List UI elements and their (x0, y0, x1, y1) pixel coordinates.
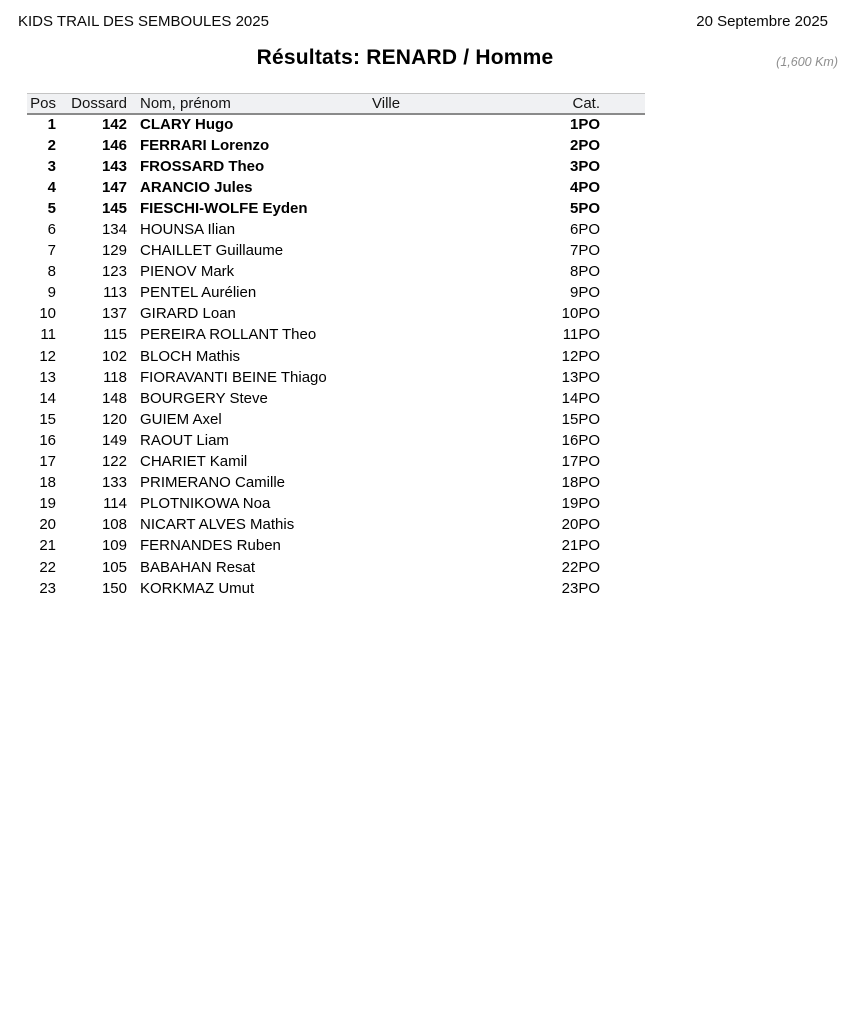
spacer-cell (600, 324, 645, 345)
table-row (27, 240, 645, 261)
dossard-cell: 134 (101, 221, 127, 239)
name-cell: FROSSARD Theo (140, 157, 265, 175)
dossard-cell: 123 (101, 263, 127, 281)
column-header-dossard: Dossard (56, 94, 127, 114)
table-row (27, 451, 645, 472)
table-row (27, 388, 645, 409)
cat-cell: 18PO (561, 474, 600, 492)
spacer-cell (600, 556, 645, 577)
ville-cell (371, 578, 521, 599)
ville-cell (371, 409, 521, 430)
document-header (18, 13, 828, 31)
dossard-cell: 120 (101, 410, 127, 428)
cat-cell: 15PO (561, 410, 600, 428)
name-cell: PENTEL Aurélien (140, 284, 257, 302)
cat-cell: 13PO (561, 368, 600, 386)
name-cell: KORKMAZ Umut (140, 579, 255, 597)
name-cell: BOURGERY Steve (140, 389, 268, 407)
pos-cell: 18 (39, 474, 56, 492)
spacer-cell (600, 472, 645, 493)
ville-cell (371, 282, 521, 303)
results-table (27, 93, 645, 599)
ville-cell (371, 261, 521, 282)
cat-cell: 8PO (569, 263, 600, 281)
table-row (27, 472, 645, 493)
name-cell: PEREIRA ROLLANT Theo (140, 326, 317, 344)
name-cell: GIRARD Loan (140, 305, 236, 323)
pos-cell: 6 (47, 221, 56, 239)
ville-cell (371, 240, 521, 261)
dossard-cell: 113 (103, 284, 127, 302)
ville-cell (371, 430, 521, 451)
dossard-cell: 149 (101, 431, 127, 449)
spacer-cell (600, 535, 645, 556)
pos-cell: 1 (47, 116, 56, 134)
pos-cell: 19 (39, 495, 56, 513)
spacer-cell (600, 177, 645, 198)
cat-cell: 6PO (569, 221, 600, 239)
table-row (27, 514, 645, 535)
dossard-cell: 122 (101, 453, 127, 471)
pos-cell: 22 (39, 558, 56, 576)
table-row (27, 493, 645, 514)
pos-cell: 15 (39, 410, 56, 428)
spacer-cell (600, 578, 645, 599)
pos-cell: 3 (47, 157, 56, 175)
pos-cell: 4 (47, 178, 56, 196)
spacer-cell (600, 451, 645, 472)
dossard-cell: 142 (101, 116, 127, 134)
dossard-cell: 118 (103, 368, 127, 386)
name-cell: ARANCIO Jules (140, 178, 253, 196)
table-row (27, 346, 645, 367)
pos-cell: 11 (40, 326, 56, 344)
spacer-cell (600, 409, 645, 430)
cat-cell: 19PO (561, 495, 600, 513)
table-row (27, 114, 645, 135)
cat-cell: 9PO (569, 284, 600, 302)
table-row (27, 156, 645, 177)
ville-cell (371, 324, 521, 345)
column-header-spacer (600, 94, 645, 114)
cat-cell: 12PO (561, 347, 600, 365)
dossard-cell: 143 (101, 157, 127, 175)
ville-cell (371, 219, 521, 240)
spacer-cell (600, 114, 645, 135)
spacer-cell (600, 514, 645, 535)
cat-cell: 3PO (569, 157, 600, 175)
table-row (27, 535, 645, 556)
column-header-pos: Pos (27, 94, 56, 114)
column-header-cat: Cat. (521, 94, 600, 114)
spacer-cell (600, 156, 645, 177)
spacer-cell (600, 367, 645, 388)
dossard-cell: 109 (101, 537, 127, 555)
spacer-cell (600, 135, 645, 156)
event-title: KIDS TRAIL DES SEMBOULES 2025 (18, 13, 269, 30)
name-cell: FIESCHI-WOLFE Eyden (140, 199, 308, 217)
table-row (27, 135, 645, 156)
name-cell: BABAHAN Resat (140, 558, 256, 576)
name-cell: PRIMERANO Camille (140, 474, 286, 492)
event-date: 20 Septembre 2025 (696, 13, 828, 30)
cat-cell: 23PO (561, 579, 600, 597)
name-cell: PLOTNIKOWA Noa (140, 495, 271, 513)
spacer-cell (600, 198, 645, 219)
table-row (27, 578, 645, 599)
spacer-cell (600, 493, 645, 514)
ville-cell (371, 388, 521, 409)
title-row (0, 46, 846, 70)
pos-cell: 7 (47, 242, 56, 260)
ville-cell (371, 367, 521, 388)
table-row (27, 303, 645, 324)
column-header-name: Nom, prénom (127, 94, 371, 114)
pos-cell: 10 (39, 305, 56, 323)
name-cell: CHAILLET Guillaume (140, 242, 284, 260)
dossard-cell: 146 (101, 136, 127, 154)
name-cell: NICART ALVES Mathis (140, 516, 295, 534)
name-cell: FERRARI Lorenzo (140, 136, 270, 154)
dossard-cell: 115 (103, 326, 127, 344)
spacer-cell (600, 430, 645, 451)
dossard-cell: 102 (101, 347, 127, 365)
pos-cell: 8 (47, 263, 56, 281)
pos-cell: 23 (39, 579, 56, 597)
spacer-cell (600, 346, 645, 367)
table-body (27, 114, 645, 599)
pos-cell: 9 (47, 284, 56, 302)
name-cell: CLARY Hugo (140, 116, 234, 134)
cat-cell: 20PO (561, 516, 600, 534)
pos-cell: 16 (39, 431, 56, 449)
cat-cell: 1PO (569, 116, 600, 134)
dossard-cell: 133 (101, 474, 127, 492)
table-row (27, 282, 645, 303)
ville-cell (371, 198, 521, 219)
name-cell: FERNANDES Ruben (140, 537, 281, 555)
dossard-cell: 145 (101, 199, 127, 217)
ville-cell (371, 556, 521, 577)
name-cell: CHARIET Kamil (140, 453, 248, 471)
table-row (27, 219, 645, 240)
ville-cell (371, 514, 521, 535)
name-cell: FIORAVANTI BEINE Thiago (140, 368, 327, 386)
ville-cell (371, 303, 521, 324)
cat-cell: 5PO (569, 199, 600, 217)
dossard-cell: 150 (101, 579, 127, 597)
pos-cell: 13 (39, 368, 56, 386)
dossard-cell: 114 (103, 495, 127, 513)
ville-cell (371, 472, 521, 493)
dossard-cell: 108 (101, 516, 127, 534)
cat-cell: 2PO (569, 136, 600, 154)
ville-cell (371, 177, 521, 198)
table-header-row (27, 94, 645, 114)
pos-cell: 17 (39, 453, 56, 471)
name-cell: RAOUT Liam (140, 431, 229, 449)
name-cell: PIENOV Mark (140, 263, 235, 281)
table-row (27, 177, 645, 198)
page-title: Résultats: RENARD / Homme (256, 46, 554, 69)
cat-cell: 11PO (562, 326, 600, 344)
column-header-ville: Ville (371, 94, 521, 114)
distance-note: (1,600 Km) (776, 55, 838, 69)
table-row (27, 430, 645, 451)
name-cell: GUIEM Axel (140, 410, 222, 428)
cat-cell: 16PO (561, 431, 600, 449)
dossard-cell: 137 (101, 305, 127, 323)
dossard-cell: 105 (101, 558, 127, 576)
cat-cell: 14PO (561, 389, 600, 407)
pos-cell: 12 (39, 347, 56, 365)
cat-cell: 22PO (561, 558, 600, 576)
table-row (27, 324, 645, 345)
name-cell: BLOCH Mathis (140, 347, 241, 365)
spacer-cell (600, 261, 645, 282)
cat-cell: 10PO (561, 305, 600, 323)
ville-cell (371, 135, 521, 156)
spacer-cell (600, 282, 645, 303)
pos-cell: 14 (39, 389, 56, 407)
cat-cell: 21PO (561, 537, 600, 555)
ville-cell (371, 493, 521, 514)
cat-cell: 7PO (569, 242, 600, 260)
spacer-cell (600, 240, 645, 261)
table-row (27, 261, 645, 282)
dossard-cell: 148 (101, 389, 127, 407)
name-cell: HOUNSA Ilian (140, 221, 236, 239)
pos-cell: 21 (39, 537, 56, 555)
spacer-cell (600, 303, 645, 324)
pos-cell: 20 (39, 516, 56, 534)
table-row (27, 367, 645, 388)
pos-cell: 2 (47, 136, 56, 154)
ville-cell (371, 346, 521, 367)
ville-cell (371, 451, 521, 472)
pos-cell: 5 (47, 199, 56, 217)
ville-cell (371, 535, 521, 556)
table-row (27, 556, 645, 577)
dossard-cell: 147 (101, 178, 127, 196)
cat-cell: 4PO (569, 178, 600, 196)
table-row (27, 409, 645, 430)
dossard-cell: 129 (101, 242, 127, 260)
cat-cell: 17PO (561, 453, 600, 471)
ville-cell (371, 156, 521, 177)
ville-cell (371, 114, 521, 135)
spacer-cell (600, 388, 645, 409)
table-row (27, 198, 645, 219)
spacer-cell (600, 219, 645, 240)
